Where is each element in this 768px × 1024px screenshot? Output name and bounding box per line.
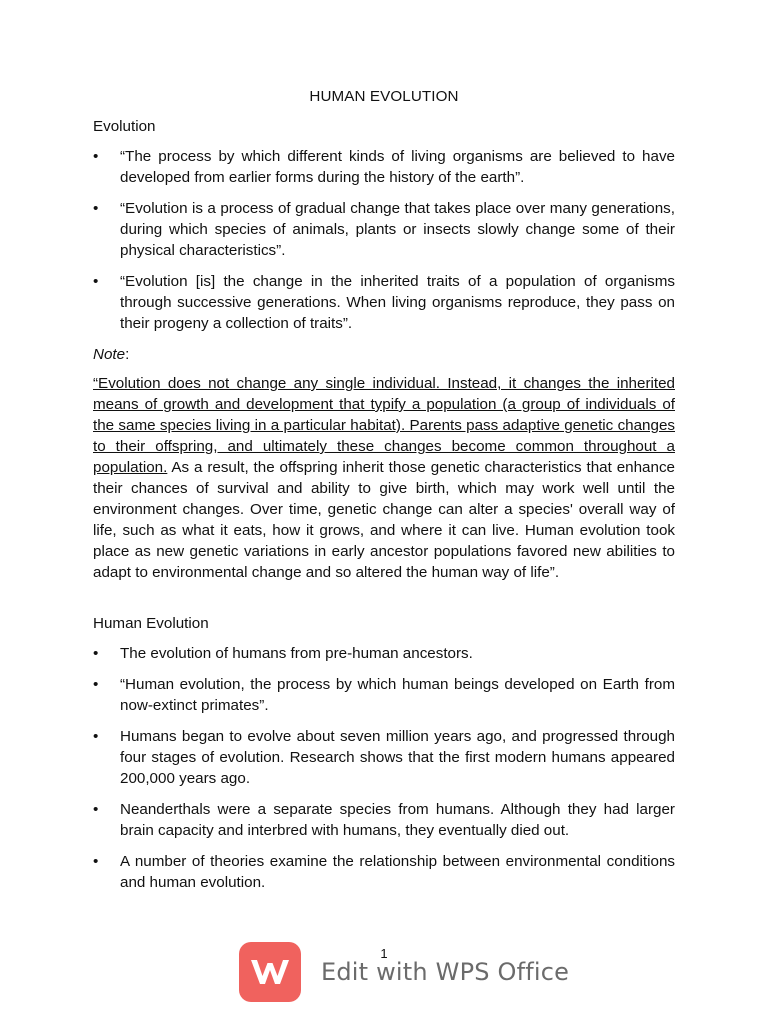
bullet-icon: •	[93, 801, 99, 818]
list-item-text: “Evolution [is] the change in the inherited traits of a population of organisms through successive generations. When living organisms reproduce, they pass on their progeny a collection of traits”.	[120, 273, 675, 332]
list-item	[93, 271, 675, 334]
bullet-icon: •	[93, 273, 99, 290]
note-underlined-text: “Evolution does not change any single individual. Instead, it changes the inherited means of growth and development that typify a population (a group of individuals of the same species living in a particular habitat). Parents pass adaptive genetic changes to their offspring, and ultimately these changes become common throughout a population.	[93, 375, 675, 476]
list-item-text: Neanderthals were a separate species from humans. Although they had larger brain capacity and interbred with humans, they eventually died out.	[120, 801, 675, 839]
bullet-icon: •	[93, 148, 99, 165]
list-item	[93, 198, 675, 261]
list-item-text: The evolution of humans from pre-human ancestors.	[120, 645, 473, 662]
document-content	[93, 86, 675, 903]
list-item	[93, 799, 675, 841]
bullet-icon: •	[93, 728, 99, 745]
bullet-icon: •	[93, 676, 99, 693]
list-item-text: “Human evolution, the process by which human beings developed on Earth from now-extinct primates”.	[120, 676, 675, 714]
list-item	[93, 146, 675, 188]
list-item-text: “Evolution is a process of gradual change that takes place over many generations, during which species of animals, plants or insects slowly change some of their physical characteristics”.	[120, 200, 675, 259]
note-plain-text: As a result, the offspring inherit those genetic characteristics that enhance their chances of survival and ability to give birth, which may work well until the environment changes. Over time, genetic change can alter a species' overall way of life, such as what it eats, how it grows, and where it can live. Human evolution took place as new genetic variations in early ancestor populations favored new abilities to adapt to environmental change and so altered the human way of life”.	[93, 459, 675, 581]
wps-watermark[interactable]	[239, 942, 569, 1002]
list-item	[93, 643, 675, 664]
wps-logo-glyph	[248, 955, 292, 989]
list-item-text: A number of theories examine the relationship between environmental conditions and human evolution.	[120, 853, 675, 891]
section-heading-evolution: Evolution	[93, 118, 156, 135]
list-item	[93, 851, 675, 893]
document-title: HUMAN EVOLUTION	[309, 88, 459, 105]
wps-logo-icon[interactable]	[239, 942, 301, 1002]
note-label-colon: :	[125, 346, 130, 363]
note-label-text: Note	[93, 346, 126, 363]
bullet-icon: •	[93, 200, 99, 217]
spacer	[93, 583, 675, 613]
list-item	[93, 674, 675, 716]
wps-watermark-text[interactable]: Edit with WPS Office	[321, 958, 570, 986]
evolution-bullet-list	[93, 146, 675, 334]
page-number: 1	[380, 946, 388, 961]
list-item-text: “The process by which different kinds of living organisms are believed to have developed from earlier forms during the history of the earth”.	[120, 148, 675, 186]
section-heading-human-evolution: Human Evolution	[93, 615, 209, 632]
list-item	[93, 726, 675, 789]
human-evolution-bullet-list	[93, 643, 675, 893]
list-item-text: Humans began to evolve about seven million years ago, and progressed through four stages of evolution. Research shows that the first modern humans appeared 200,000 years ago.	[120, 728, 675, 787]
bullet-icon: •	[93, 853, 99, 870]
note-paragraph	[93, 373, 675, 583]
note-label	[93, 344, 675, 365]
bullet-icon: •	[93, 645, 99, 662]
